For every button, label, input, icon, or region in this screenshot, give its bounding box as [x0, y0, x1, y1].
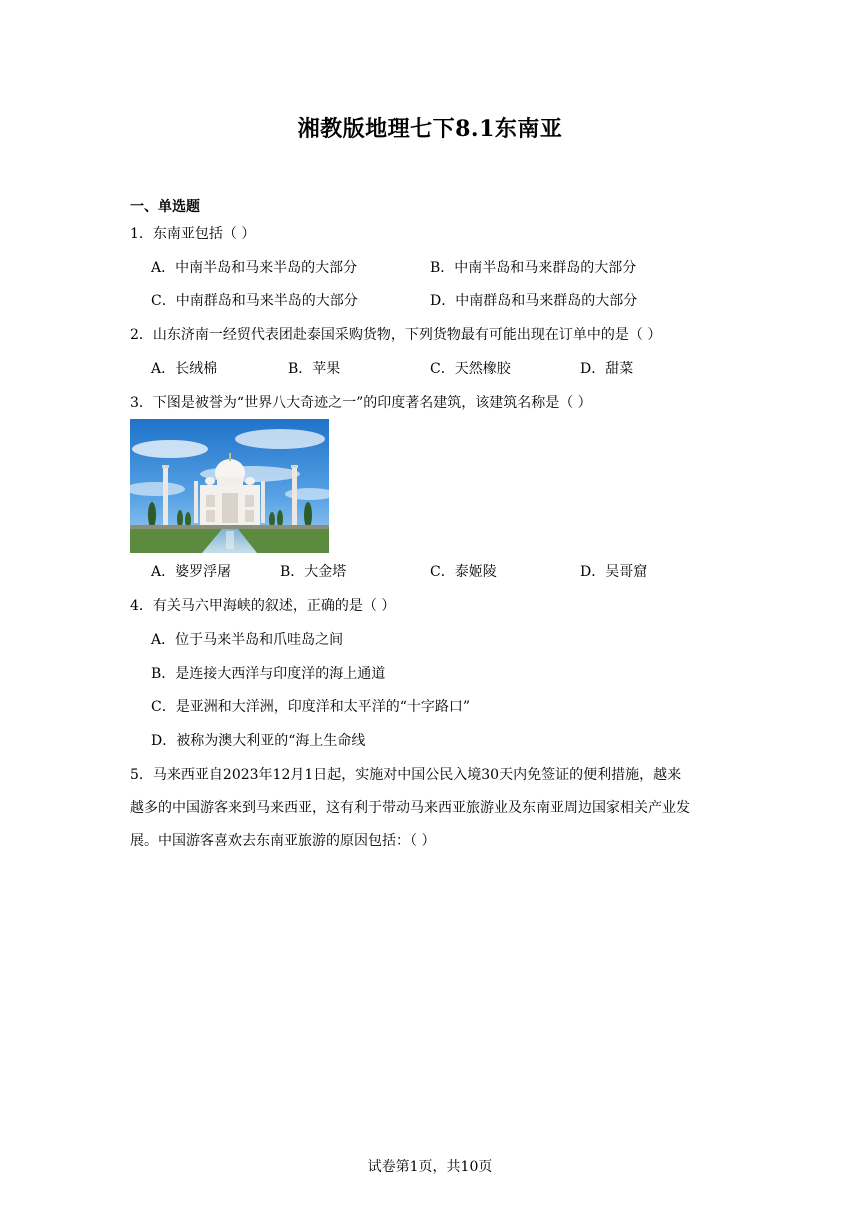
q4-option-d: D．被称为澳大利亚的“海上生命线 [151, 733, 366, 749]
q5-line-2: 越多的中国游客来到马来西亚，这有利于带动马来西亚旅游业及东南亚周边国家相关产业发 [130, 800, 690, 816]
q2-option-d: D．甜菜 [580, 361, 634, 377]
q1-option-c: C．中南群岛和马来半岛的大部分 [151, 293, 358, 309]
q3-option-a: A．婆罗浮屠 [151, 564, 232, 580]
q3-option-d: D．吴哥窟 [580, 564, 648, 580]
q5-line-1: 5．马来西亚自2023年12月1日起，实施对中国公民入境30天内免签证的便利措施，越来 [130, 767, 682, 783]
q3-option-c: C．泰姬陵 [430, 564, 497, 580]
q4-stem: 4．有关马六甲海峡的叙述，正确的是（ ） [130, 598, 396, 614]
q1-stem: 1．东南亚包括（ ） [130, 226, 256, 242]
q2-stem: 2．山东济南一经贸代表团赴泰国采购货物，下列货物最有可能出现在订单中的是（ ） [130, 327, 662, 343]
q4-option-c: C．是亚洲和大洋洲，印度洋和太平洋的“十字路口” [151, 699, 471, 715]
q2-option-c: C．天然橡胶 [430, 361, 511, 377]
q4-option-a: A．位于马来半岛和爪哇岛之间 [151, 632, 344, 648]
q1-option-b: B．中南半岛和马来群岛的大部分 [430, 260, 637, 276]
q4-option-b: B．是连接大西洋与印度洋的海上通道 [151, 666, 386, 682]
q3-stem: 3．下图是被誉为“世界八大奇迹之一”的印度著名建筑，该建筑名称是（ ） [130, 395, 592, 411]
section-heading: 一、单选题 [130, 199, 200, 215]
q2-option-b: B．苹果 [288, 361, 341, 377]
taj-mahal-photo [130, 419, 329, 553]
q2-option-a: A．长绒棉 [151, 361, 218, 377]
q1-option-a: A．中南半岛和马来半岛的大部分 [151, 260, 358, 276]
q1-option-d: D．中南群岛和马来群岛的大部分 [430, 293, 638, 309]
q5-line-3: 展。中国游客喜欢去东南亚旅游的原因包括：（ ） [130, 833, 436, 849]
page-title: 湘教版地理七下8.1东南亚 [297, 116, 563, 142]
page-footer: 试卷第1页，共10页 [367, 1159, 493, 1175]
q3-option-b: B．大金塔 [280, 564, 347, 580]
